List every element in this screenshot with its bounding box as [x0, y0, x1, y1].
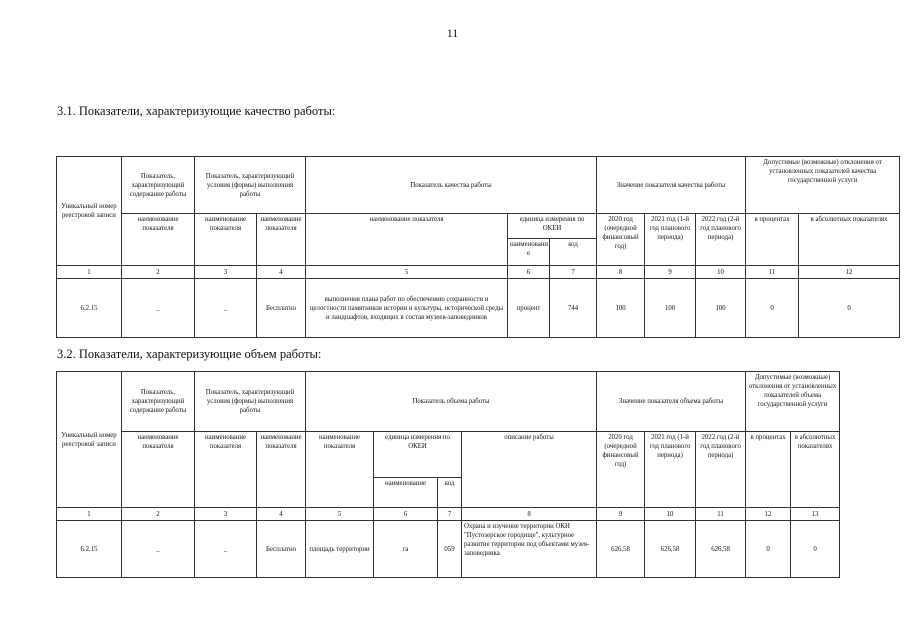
header-unit-okei: единица измерения по ОКЕИ — [508, 214, 597, 239]
header-work-description: описание работы — [462, 432, 597, 508]
header-condition-indicator: Показатель, характеризующий условия (формы) выполнения работы — [195, 157, 306, 214]
unit-name: процент — [508, 279, 550, 338]
deviation-absolute: 0 — [799, 279, 900, 338]
col-number: 1 — [57, 508, 122, 521]
table-row — [57, 279, 900, 338]
condition-value: _ — [195, 279, 257, 338]
header-unique-number: Уникальный номер реестровой записи — [57, 157, 122, 266]
col-number: 13 — [791, 508, 840, 521]
header-absolute: в абсолютных показателях — [791, 432, 840, 508]
volume-indicators-table — [56, 371, 840, 578]
header-percent: в процентах — [746, 432, 791, 508]
header-condition-indicator: Показатель, характеризующий условия (формы) выполнения работы — [195, 372, 306, 432]
header-content-indicator: Показатель, характеризующий содержание работы — [122, 372, 195, 432]
condition-form-value: Бесплатно — [257, 521, 306, 578]
condition-form-value: Бесплатно — [257, 279, 306, 338]
header-volume-indicator: Показатель объема работы — [306, 372, 597, 432]
col-number: 7 — [550, 266, 597, 279]
col-number: 7 — [438, 508, 462, 521]
col-number: 10 — [645, 508, 696, 521]
header-year-2021: 2021 год (1-й год планового периода) — [645, 214, 696, 266]
header-unit-code: код — [550, 239, 597, 266]
value-2020: 100 — [597, 279, 645, 338]
quality-indicators-table — [56, 156, 900, 338]
header-indicator-name: наименование показателя — [306, 432, 374, 508]
col-number: 9 — [597, 508, 645, 521]
col-number: 11 — [746, 266, 799, 279]
value-2022: 626,58 — [696, 521, 746, 578]
col-number: 3 — [195, 266, 257, 279]
quality-indicator-name: выполнения плана работ по обеспечению сохранности и целостности памятников истории и культуры, исторической среды и ландшафтов, входящих в состав музеев-заповедников — [306, 279, 508, 338]
section-title-volume: 3.2. Показатели, характеризующие объем работы: — [57, 347, 322, 361]
header-indicator-name: наименование показателя — [257, 214, 306, 266]
deviation-percent: 0 — [746, 279, 799, 338]
work-description: Охрана и изучение территории ОКН "Пустозерское городище", культурное развитие территории под объектами музея-заповедника — [462, 521, 597, 578]
header-year-2022: 2022 год (2-й год планового периода) — [696, 432, 746, 508]
header-year-2020: 2020 год (очередной финансовый год) — [597, 214, 645, 266]
header-year-2020: 2020 год (очередной финансовый год) — [597, 432, 645, 508]
col-number: 12 — [799, 266, 900, 279]
header-percent: в процентах — [746, 214, 799, 266]
value-2022: 100 — [696, 279, 746, 338]
col-number: 4 — [257, 266, 306, 279]
header-absolute: в абсолютных показателях — [799, 214, 900, 266]
header-unit-okei: единица измерения по ОКЕИ — [374, 432, 462, 478]
col-number: 11 — [696, 508, 746, 521]
deviation-percent: 0 — [746, 521, 791, 578]
header-quality-indicator: Показатель качества работы — [306, 157, 597, 214]
page-number: 11 — [446, 26, 459, 40]
col-number: 2 — [122, 508, 195, 521]
col-number: 6 — [508, 266, 550, 279]
header-value-group: Значение показателя объема работы — [597, 372, 746, 432]
condition-value: _ — [195, 521, 257, 578]
col-number: 6 — [374, 508, 438, 521]
col-number: 8 — [597, 266, 645, 279]
col-number: 5 — [306, 508, 374, 521]
header-indicator-name: наименование показателя — [122, 432, 195, 508]
header-deviation-group: Допустимые (возможные) отклонения от установленных показателей объема государственной услуги — [746, 372, 840, 432]
header-indicator-name: наименование показателя — [257, 432, 306, 508]
volume-indicator-name: площадь территории — [306, 521, 374, 578]
unit-code: 059 — [438, 521, 462, 578]
header-indicator-name: наименование показателя — [306, 214, 508, 266]
header-indicator-name: наименование показателя — [122, 214, 195, 266]
header-unit-name: наименование — [374, 478, 438, 508]
content-value: _ — [122, 279, 195, 338]
header-year-2021: 2021 год (1-й год планового периода) — [645, 432, 696, 508]
value-2020: 626,58 — [597, 521, 645, 578]
header-year-2022: 2022 год (2-й год планового периода) — [696, 214, 746, 266]
unit-name: га — [374, 521, 438, 578]
content-value: _ — [122, 521, 195, 578]
header-value-group: Значение показателя качества работы — [597, 157, 746, 214]
table-row — [57, 521, 840, 578]
value-2021: 100 — [645, 279, 696, 338]
section-title-quality: 3.1. Показатели, характеризующие качество работы: — [57, 104, 336, 118]
header-indicator-name: наименование показателя — [195, 214, 257, 266]
col-number: 3 — [195, 508, 257, 521]
col-number: 9 — [645, 266, 696, 279]
registry-number: 6.2.15 — [57, 521, 122, 578]
col-number: 12 — [746, 508, 791, 521]
header-deviation-group: Допустимые (возможные) отклонения от установленных показателей качества государственной услуги — [746, 157, 900, 214]
registry-number: 6.2.15 — [57, 279, 122, 338]
deviation-absolute: 0 — [791, 521, 840, 578]
header-indicator-name: наименование показателя — [195, 432, 257, 508]
col-number: 10 — [696, 266, 746, 279]
unit-code: 744 — [550, 279, 597, 338]
header-unique-number: Уникальный номер реестровой записи — [57, 372, 122, 508]
header-unit-code: код — [438, 478, 462, 508]
col-number: 2 — [122, 266, 195, 279]
col-number: 8 — [462, 508, 597, 521]
col-number: 1 — [57, 266, 122, 279]
value-2021: 626,58 — [645, 521, 696, 578]
col-number: 5 — [306, 266, 508, 279]
header-content-indicator: Показатель, характеризующий содержание работы — [122, 157, 195, 214]
header-unit-name: наименовани е — [508, 239, 550, 266]
col-number: 4 — [257, 508, 306, 521]
